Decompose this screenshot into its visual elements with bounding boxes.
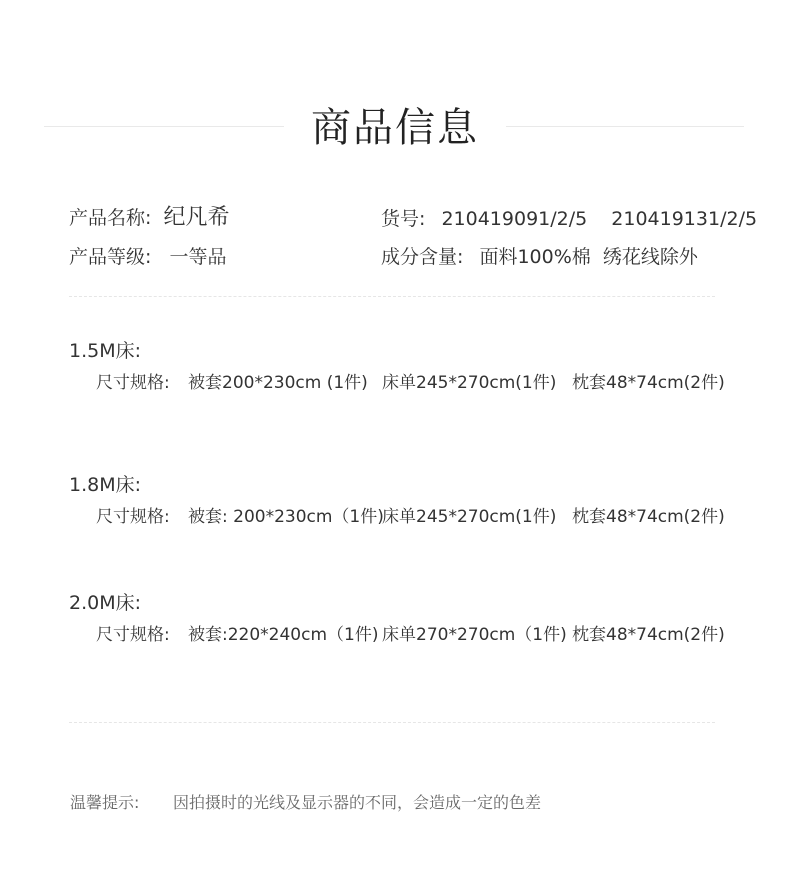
- composition-value: 面料100%棉 绣花线除外: [479, 246, 698, 268]
- spec-label: 尺寸规格:: [96, 507, 170, 527]
- page-title: 商品信息: [311, 105, 479, 151]
- grade-label: 产品等级:: [69, 246, 152, 268]
- sheet-spec: 床单245*270cm(1件): [382, 507, 557, 527]
- divider-top: [69, 296, 715, 297]
- grade-row: [69, 244, 226, 270]
- grade-value: 一等品: [169, 246, 227, 268]
- composition-label: 成分含量:: [381, 246, 464, 268]
- duvet-spec: 被套: 200*230cm（1件): [188, 507, 384, 527]
- spec-label: 尺寸规格:: [96, 625, 170, 645]
- tip-label: 温馨提示:: [70, 793, 140, 812]
- divider-bottom: [69, 722, 715, 723]
- duvet-spec: 被套200*230cm (1件): [188, 373, 368, 393]
- product-name-row: [69, 205, 229, 231]
- bed-title-1-8m: 1.8M床:: [69, 474, 142, 496]
- article-no-label: 货号:: [381, 208, 426, 230]
- bed-title-2-0m: 2.0M床:: [69, 592, 142, 614]
- article-no-value-1: 210419091/2/5: [441, 208, 588, 230]
- article-no-row: [381, 206, 757, 232]
- article-no-value-2: 210419131/2/5: [611, 208, 758, 230]
- product-name-label: 产品名称:: [69, 207, 152, 229]
- pillow-spec: 枕套48*74cm(2件): [572, 373, 725, 393]
- product-name-value: 纪凡希: [163, 205, 230, 230]
- pillow-spec: 枕套48*74cm(2件): [572, 625, 725, 645]
- composition-row: [381, 244, 698, 270]
- sheet-spec: 床单245*270cm(1件): [382, 373, 557, 393]
- duvet-spec: 被套:220*240cm（1件): [188, 625, 379, 645]
- bed-title-1-5m: 1.5M床:: [69, 340, 142, 362]
- sheet-spec: 床单270*270cm（1件): [382, 625, 567, 645]
- spec-label: 尺寸规格:: [96, 373, 170, 393]
- tip-text: 因拍摄时的光线及显示器的不同，会造成一定的色差: [173, 793, 542, 812]
- pillow-spec: 枕套48*74cm(2件): [572, 507, 725, 527]
